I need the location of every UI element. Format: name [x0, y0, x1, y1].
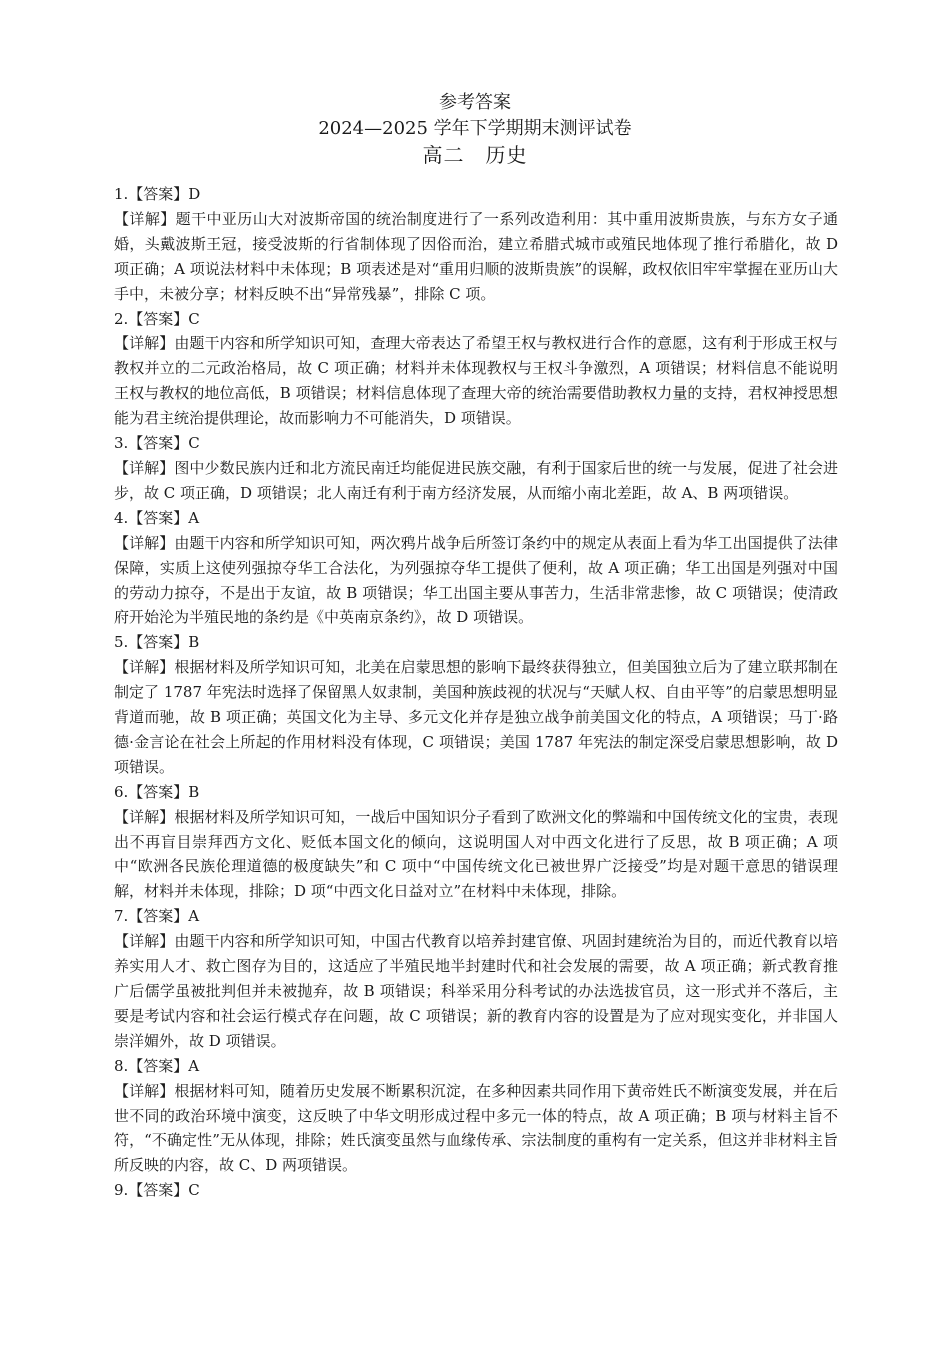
- answer-explanation: 【详解】由题干内容和所学知识可知，中国古代教育以培养封建官僚、巩固封建统治为目的，而近代教育以培养实用人才、救亡图存为目的，这适应了半殖民地半封建时代和社会发展的需要，故 A 项正确；新式教育推广后儒学虽被批判但并未被抛弃，故 B 项错误；科举采用分科考试的办法选拔官员，这一形式并不落后，主要是考试内容和社会运行模式存在问题，故 C 项错误；新的教育内容的设置是为了应对现实变化，并非国人崇洋媚外，故 D 项错误。: [114, 932, 838, 1050]
- answer-item-2: [114, 307, 838, 432]
- answer-head: 6.【答案】B: [114, 782, 200, 801]
- answer-head: 5.【答案】B: [114, 633, 200, 652]
- answer-explanation: 【详解】图中少数民族内迁和北方流民南迁均能促进民族交融，有利于国家后世的统一与发展，促进了社会进步，故 C 项正确，D 项错误；北人南迁有利于南方经济发展，从而缩小南北差距，故 A、B 两项错误。: [114, 458, 838, 502]
- subject-title: 高二 历史: [422, 143, 528, 167]
- answer-head: 9.【答案】C: [114, 1181, 200, 1200]
- answer-item-7: [114, 904, 838, 1053]
- answer-head: 3.【答案】C: [114, 434, 200, 453]
- answer-item-9: [114, 1178, 838, 1203]
- page-title: 参考答案: [439, 92, 511, 113]
- answer-item-3: [114, 431, 838, 506]
- answer-explanation: 【详解】由题干内容和所学知识可知，两次鸦片战争后所签订条约中的规定从表面上看为华工出国提供了法律保障，实质上这使列强掠夺华工合法化，为列强掠夺华工提供了便利，故 A 项正确；华工出国是列强对中国的劳动力掠夺，不是出于友谊，故 B 项错误；华工出国主要从事苦力，生活非常悲惨，故 C 项错误；使清政府开始沦为半殖民地的条约是《中英南京条约》，故 D 项错误。: [114, 533, 838, 627]
- answer-item-5: [114, 630, 838, 779]
- exam-title: 2024—2025 学年下学期期末测评试卷: [318, 118, 632, 139]
- document-header: [0, 90, 950, 168]
- answer-explanation: 【详解】由题干内容和所学知识可知，查理大帝表达了希望王权与教权进行合作的意愿，这有利于形成王权与教权并立的二元政治格局，故 C 项正确；材料并未体现教权与王权斗争激烈，A 项错误；材料信息不能说明王权与教权的地位高低，B 项错误；材料信息体现了查理大帝的统治需要借助教权力量的支持，君权神授思想能为君主统治提供理论，故而影响力不可能消失，D 项错误。: [114, 334, 838, 428]
- answer-explanation: 【详解】根据材料可知，随着历史发展不断累积沉淀，在多种因素共同作用下黄帝姓氏不断演变发展，并在后世不同的政治环境中演变，这反映了中华文明形成过程中多元一体的特点，故 A 项正确；B 项与材料主旨不符，“不确定性”无从体现，排除；姓氏演变虽然与血缘传承、宗法制度的重构有一定关系，但这并非材料主旨所反映的内容，故 C、D 两项错误。: [114, 1081, 838, 1175]
- answer-item-6: [114, 780, 838, 905]
- answer-item-1: [114, 182, 838, 307]
- answer-head: 4.【答案】A: [114, 508, 200, 527]
- answer-head: 7.【答案】A: [114, 907, 200, 926]
- answer-head: 8.【答案】A: [114, 1056, 200, 1075]
- answer-explanation: 【详解】题干中亚历山大对波斯帝国的统治制度进行了一系列改造利用：其中重用波斯贵族，与东方女子通婚，头戴波斯王冠，接受波斯的行省制体现了因俗而治，建立希腊式城市或殖民地体现了推行希腊化，故 D 项正确；A 项说法材料中未体现；B 项表述是对“重用归顺的波斯贵族”的误解，政权依旧牢牢掌握在亚历山大手中，未被分享；材料反映不出“异常残暴”，排除 C 项。: [114, 209, 838, 303]
- answer-explanation: 【详解】根据材料及所学知识可知，一战后中国知识分子看到了欧洲文化的弊端和中国传统文化的宝贵，表现出不再盲目崇拜西方文化、贬低本国文化的倾向，这说明国人对中西文化进行了反思，故 B 项正确；A 项中“欧洲各民族伦理道德的极度缺失”和 C 项中“中国传统文化已被世界广泛接受”均是对题干意思的错误理解，材料并未体现，排除；D 项“中西文化日益对立”在材料中未体现，排除。: [114, 807, 838, 901]
- answer-head: 2.【答案】C: [114, 309, 200, 328]
- answer-head: 1.【答案】D: [114, 185, 201, 203]
- answer-explanation: 【详解】根据材料及所学知识可知，北美在启蒙思想的影响下最终获得独立，但美国独立后为了建立联邦制在制定了 1787 年宪法时选择了保留黑人奴隶制，美国种族歧视的状况与“天赋人权、自由平等”的启蒙思想明显背道而驰，故 B 项正确；英国文化为主导、多元文化并存是独立战争前美国文化的特点，A 项错误；马丁·路德·金言论在社会上所起的作用材料没有体现，C 项错误；美国 1787 年宪法的制定深受启蒙思想影响，故 D 项错误。: [114, 658, 838, 776]
- answer-list: [114, 182, 838, 1203]
- answer-item-4: [114, 506, 838, 631]
- answer-item-8: [114, 1054, 838, 1179]
